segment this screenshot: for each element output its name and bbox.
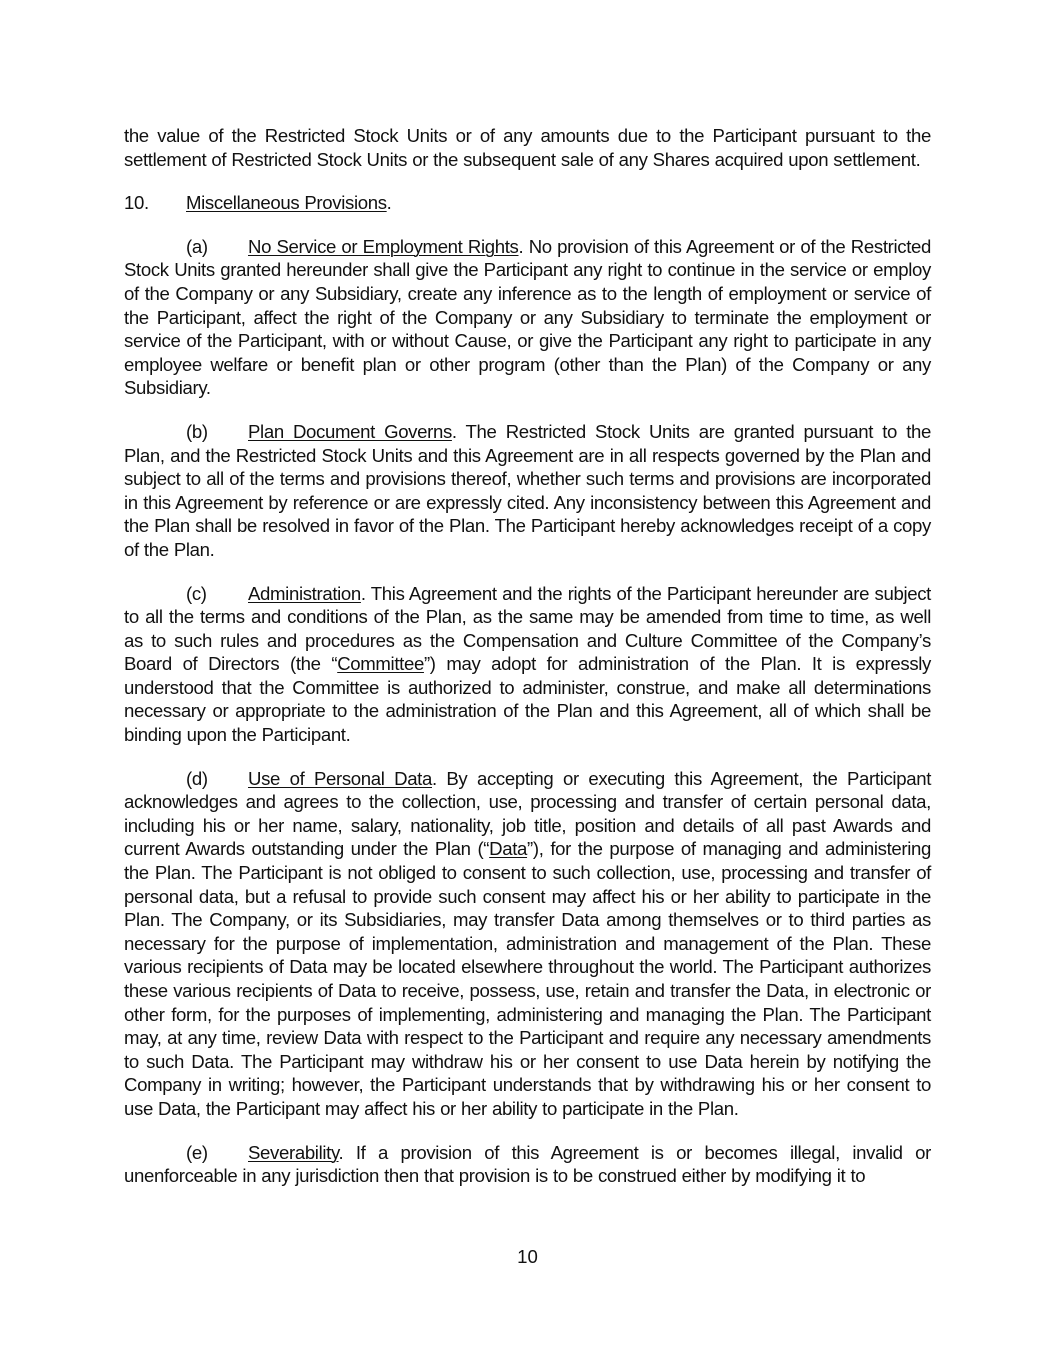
subsection-body-after: ”) may adopt for administration of the Plan. It is expressly understood that the Committee is authorized to administer, construe, and make all determinations necessary or appropriate to the administration of the Plan and this Agreement, all of which shall be binding upon the Participant. [124,653,931,746]
section-title: Miscellaneous Provisions [186,192,387,214]
subsection-label: (d) [186,767,208,789]
subsection-label: (e) [186,1141,208,1163]
subsection-heading: Administration [248,582,361,604]
subsection-heading: Severability [248,1141,339,1163]
defined-term-committee: Committee [337,653,424,675]
subsection-label: (b) [186,420,208,442]
subsection-body-before: . By accepting or executing this Agreement, the Participant acknowledges and agrees to the collection, use, processing and transfer of certain personal data, including his or her name, salary, nationality, job title, position and details of all past Awards and current Awards outstanding under the Plan (“ [124,767,932,860]
subsection-body-before: . This Agreement and the rights of the Participant hereunder are subject to all the terms and conditions of the Plan, as the same may be amended from time to time, as well as to such rules and procedures as the Compensation and Culture Committee of the Company’s Board of Directors (the “ [124,582,931,675]
subsection-label: (a) [186,235,208,257]
section-title-suffix: . [386,192,392,214]
page-number: 10 [517,1246,538,1267]
subsection-a [124,235,931,400]
subsection-body-after: ”), for the purpose of managing and administering the Plan. The Participant is not obliged to consent to such collection, use, processing and transfer of personal data, but a refusal to provide such consent may affect his or her ability to participate in the Plan. The Company, or its Subsidiaries, may transfer Data among themselves or to third parties as necessary for the purpose of implementation, administration and management of the Plan. These various recipients of Data may be located elsewhere throughout the world. The Participant authorizes these various recipients of Data to receive, possess, use, retain and transfer the Data, in electronic or other form, for the purposes of implementing, administering and managing the Plan. The Participant may, at any time, review Data with respect to the Participant and require any necessary amendments to such Data. The Participant may withdraw his or her consent to use Data herein by notifying the Company in writing; however, the Participant understands that by withdrawing his or her consent to use Data, the Participant may affect his or her ability to participate in the Plan. [124,838,931,1119]
subsection-label: (c) [186,582,207,604]
section-heading [124,191,931,215]
section-number: 10. [124,192,149,214]
subsection-c [124,582,931,747]
defined-term-data: Data [489,838,528,860]
subsection-body: . No provision of this Agreement or of the Restricted Stock Units granted hereunder shall give the Participant any right to continue in the service or employ of the Company or any Subsidiary, create any inference as to the length of employment or service of the Participant, affect the right of the Company or any Subsidiary to terminate the employment or service of the Participant, with or without Cause, or give the Participant any right to participate in any employee welfare or benefit plan or other program (other than the Plan) of the Company or any Subsidiary. [124,235,931,399]
subsection-heading: Plan Document Governs [248,420,452,442]
document-page [124,124,931,1208]
subsection-b [124,420,931,562]
subsection-e [124,1141,931,1188]
subsection-d [124,767,931,1121]
subsection-heading: No Service or Employment Rights [248,235,519,257]
subsection-body: . If a provision of this Agreement is or becomes illegal, invalid or unenforceable in any jurisdiction then that provision is to be construed either by modifying it to [124,1141,931,1187]
continuation-paragraph: the value of the Restricted Stock Units or of any amounts due to the Participant pursuant to the settlement of Restricted Stock Units or the subsequent sale of any Shares acquired upon settlement. [124,125,931,170]
subsection-heading: Use of Personal Data [248,767,432,789]
subsection-body: . The Restricted Stock Units are granted pursuant to the Plan, and the Restricted Stock Units and this Agreement are in all respects governed by the Plan and subject to all of the terms and provisions thereof, whether such terms and provisions are incorporated in this Agreement by reference or are expressly cited. Any inconsistency between this Agreement and the Plan shall be resolved in favor of the Plan. The Participant hereby acknowledges receipt of a copy of the Plan. [124,420,931,560]
